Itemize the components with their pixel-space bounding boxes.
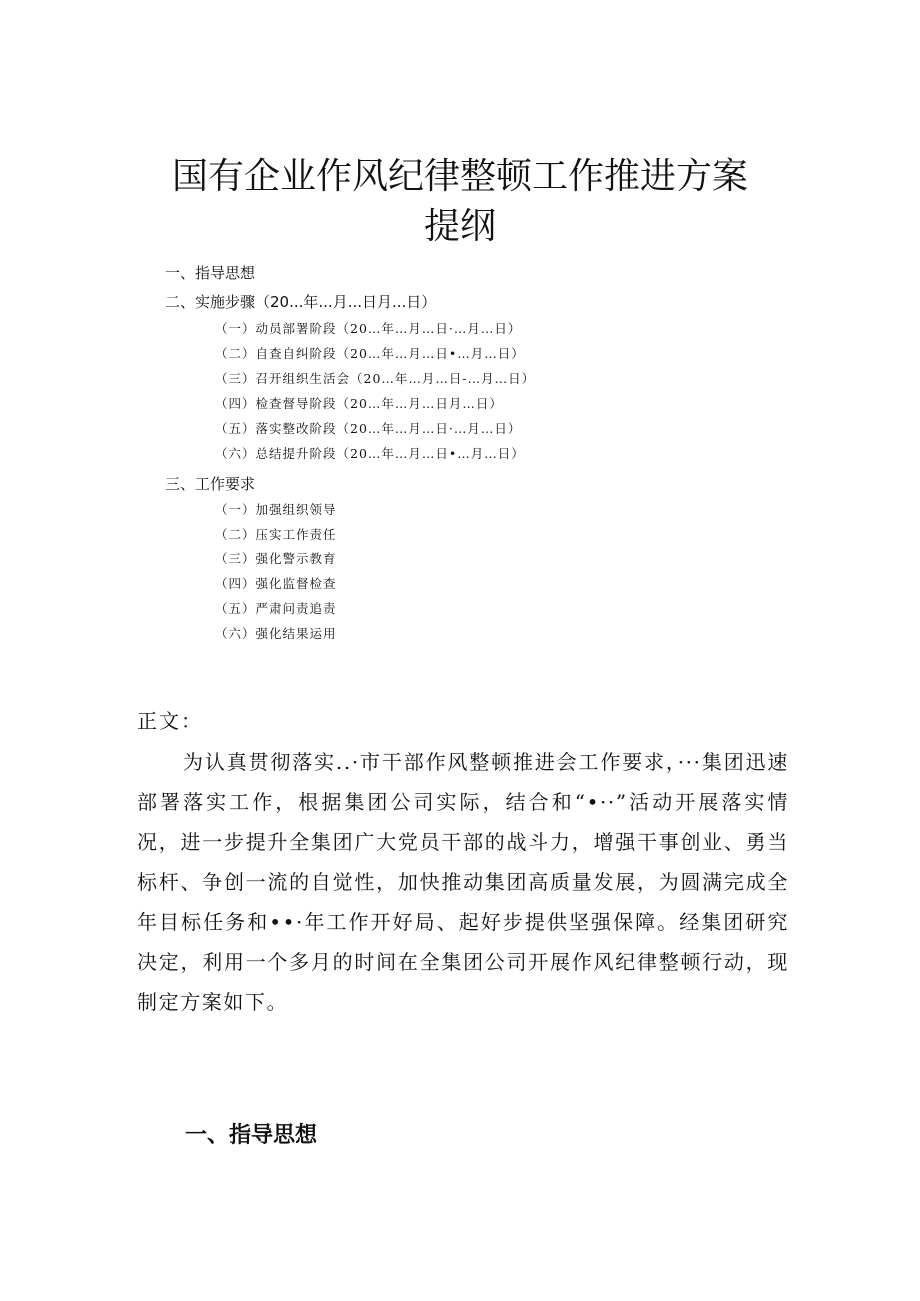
- outline-step: （三）召开组织生活会（20…年…月…日-…月…日）: [215, 371, 536, 386]
- outline-step: （二）自查自纠阶段（20…年…月…日•…月…日）: [215, 346, 525, 361]
- document-title: 国有企业作风纪律整顿工作推进方案: [171, 156, 748, 197]
- outline-requirement: （五）严肃问责追责: [215, 601, 337, 616]
- outline-requirement: （二）压实工作责任: [215, 527, 337, 542]
- outline-requirement: （六）强化结果运用: [215, 626, 337, 641]
- outline-section-3: 三、工作要求: [165, 475, 256, 493]
- outline-section-2: 二、实施步骤（20...年...月...日月...日）: [165, 293, 437, 311]
- outline-step: （六）总结提升阶段（20…年…月…日•…月…日）: [215, 446, 525, 461]
- outline-step: （一）动员部署阶段（20…年…月…日·…月…日）: [215, 321, 522, 336]
- outline-step: （五）落实整改阶段（20…年…月…日·…月…日）: [215, 421, 522, 436]
- outline-requirement: （一）加强组织领导: [215, 502, 337, 517]
- section-heading: 一、指导思想: [185, 1123, 318, 1148]
- document-subtitle: 提纲: [423, 206, 496, 247]
- body-label: 正文：: [137, 709, 203, 733]
- outline-section-1: 一、指导思想: [165, 264, 256, 282]
- body-paragraph: 为认真贯彻落实..·市干部作风整顿推进会工作要求，···集团迅速部署落实工作，根据集团公司实际，结合和“•··”活动开展落实情况，进一步提升全集团广大党员干部的战斗力，增强干事创业、勇当标杆、争创一流的自觉性，加快推动集团高质量发展，为圆满完成全年目标任务和••·年工作开好局、起好步提供坚强保障。经集团研究决定，利用一个多月的时间在全集团公司开展作风纪律整顿行动，现制定方案如下。: [137, 750, 789, 1014]
- outline-requirement: （四）强化监督检查: [215, 576, 337, 591]
- outline-requirement: （三）强化警示教育: [215, 551, 337, 566]
- outline-step: （四）检查督导阶段（20…年…月…日月…日）: [215, 396, 503, 411]
